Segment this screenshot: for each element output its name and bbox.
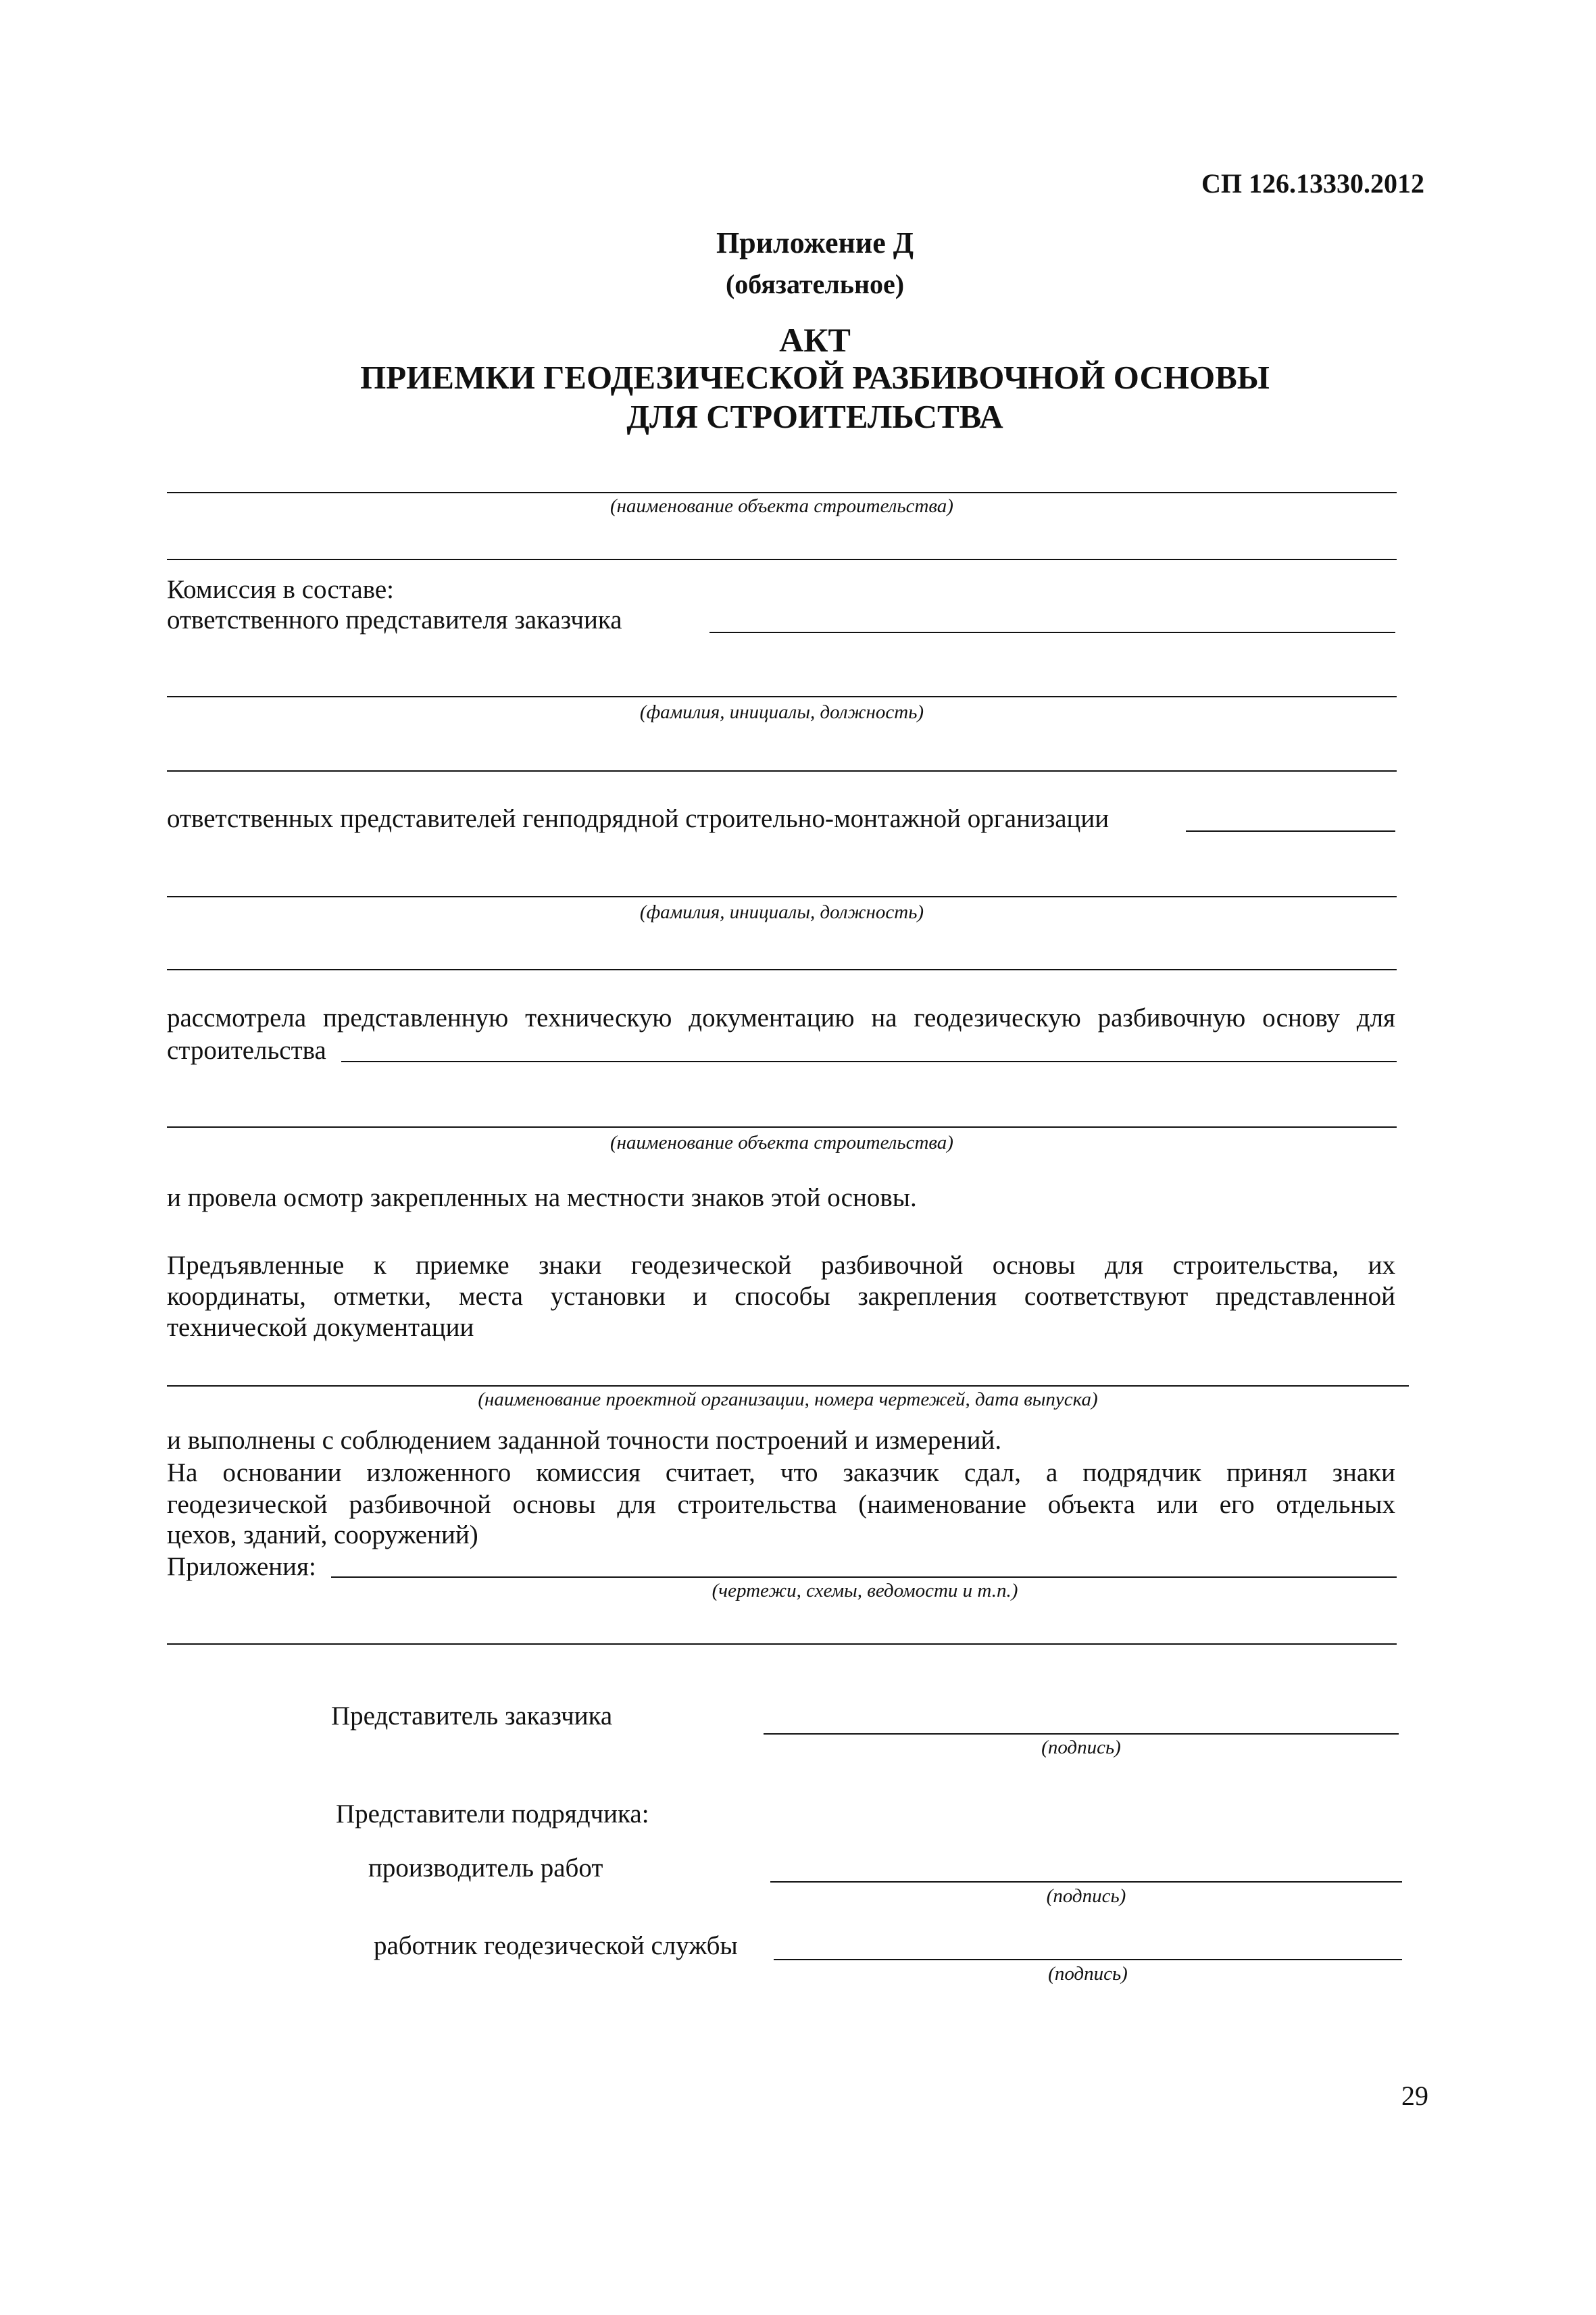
act-title-line-1: ПРИЕМКИ ГЕОДЕЗИЧЕСКОЙ РАЗБИВОЧНОЙ ОСНОВЫ	[360, 359, 1270, 396]
commission-label: Комиссия в составе:	[167, 575, 394, 604]
customer-signature-line[interactable]	[764, 1733, 1399, 1735]
contractor-reps-label: ответственных представителей генподрядной строительно-монтажной организации	[167, 804, 1109, 833]
conclusion-text-line-1: На основании изложенного комиссия считает, что заказчик сдал, а подрядчик принял знаки	[167, 1458, 1395, 1487]
inspected-text: и провела осмотр закрепленных на местности знаков этой основы.	[167, 1183, 917, 1212]
surveyor-label: работник геодезической службы	[374, 1931, 738, 1960]
attachments-caption: (чертежи, схемы, ведомости и т.п.)	[712, 1580, 1018, 1601]
customer-rep-person-line[interactable]	[167, 696, 1397, 697]
presented-text-line-3: технической документации	[167, 1313, 474, 1342]
document-code: СП 126.13330.2012	[1201, 168, 1424, 199]
conclusion-text-line-2: геодезической разбивочной основы для строительства (наименование объекта или его отдельных	[167, 1490, 1395, 1519]
presented-text-line-2: координаты, отметки, места установки и способы закрепления соответствуют представленной	[167, 1282, 1395, 1311]
customer-rep-signature-label: Представитель заказчика	[331, 1701, 613, 1731]
customer-rep-label: ответственного представителя заказчика	[167, 605, 622, 634]
object-name-line[interactable]	[167, 492, 1397, 493]
contractor-reps-line[interactable]	[1186, 830, 1395, 832]
contractor-reps-person-line[interactable]	[167, 896, 1397, 897]
works-manager-signature-line[interactable]	[770, 1881, 1402, 1883]
design-org-caption: (наименование проектной организации, номера чертежей, дата выпуска)	[478, 1389, 1098, 1410]
construction-object-caption: (наименование объекта строительства)	[610, 1132, 953, 1153]
accuracy-text: и выполнены с соблюдением заданной точности построений и измерений.	[167, 1426, 1002, 1455]
reviewed-text-line-2: строительства	[167, 1036, 326, 1065]
appendix-title: Приложение Д	[716, 226, 914, 259]
reviewed-text-line-1: рассмотрела представленную техническую документацию на геодезическую разбивочную основу для	[167, 1003, 1395, 1032]
construction-object-line-2[interactable]	[167, 1126, 1397, 1128]
construction-object-line[interactable]	[341, 1061, 1397, 1062]
works-manager-label: производитель работ	[368, 1853, 603, 1883]
object-name-line-2[interactable]	[167, 559, 1397, 560]
customer-rep-line[interactable]	[709, 632, 1395, 633]
design-org-line[interactable]	[167, 1385, 1409, 1387]
attachments-line-2[interactable]	[167, 1643, 1397, 1645]
presented-text-line-1: Предъявленные к приемке знаки геодезической разбивочной основы для строительства, их	[167, 1251, 1395, 1280]
act-title-line-2: ДЛЯ СТРОИТЕЛЬСТВА	[626, 398, 1003, 435]
conclusion-text-line-3: цехов, зданий, сооружений)	[167, 1520, 478, 1549]
attachments-line[interactable]	[331, 1576, 1397, 1578]
contractor-reps-person-line-2[interactable]	[167, 969, 1397, 970]
attachments-label: Приложения:	[167, 1552, 316, 1581]
customer-signature-caption: (подпись)	[1041, 1737, 1121, 1758]
page-number: 29	[1401, 2081, 1428, 2111]
act-title: АКТ	[779, 321, 851, 359]
surveyor-signature-line[interactable]	[774, 1959, 1402, 1960]
customer-rep-person-line-2[interactable]	[167, 770, 1397, 772]
object-name-caption: (наименование объекта строительства)	[610, 495, 953, 517]
appendix-status: (обязательное)	[725, 269, 905, 299]
customer-rep-caption: (фамилия, инициалы, должность)	[639, 701, 924, 723]
contractor-reps-heading: Представители подрядчика:	[336, 1799, 649, 1828]
works-manager-signature-caption: (подпись)	[1046, 1885, 1126, 1907]
surveyor-signature-caption: (подпись)	[1048, 1963, 1128, 1985]
contractor-reps-caption: (фамилия, инициалы, должность)	[639, 901, 924, 923]
